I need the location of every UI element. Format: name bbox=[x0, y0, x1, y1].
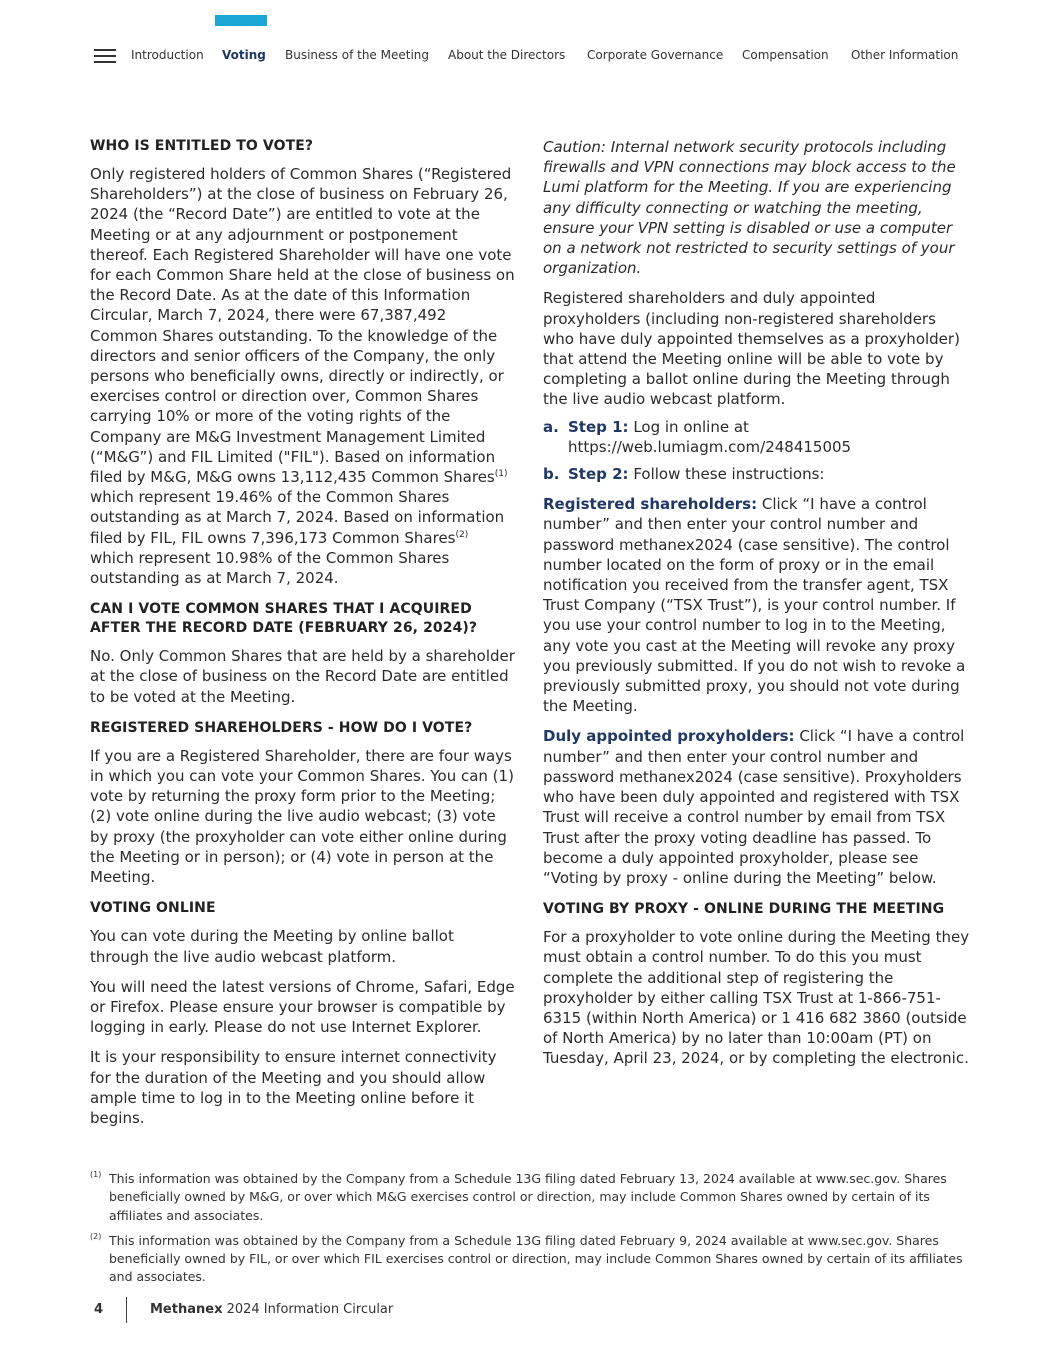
heading-voting-by-proxy-online: VOTING BY PROXY - ONLINE DURING THE MEETING bbox=[543, 901, 945, 918]
company-name: Methanex bbox=[150, 1302, 223, 1317]
step-marker: b. bbox=[543, 465, 560, 484]
step-label: Step 1: bbox=[568, 417, 629, 436]
footnote-marker: (2) bbox=[90, 1231, 102, 1241]
step-1 bbox=[543, 417, 970, 457]
footnote-1 bbox=[90, 1170, 970, 1225]
footer-divider bbox=[126, 1297, 127, 1323]
step-2 bbox=[543, 464, 970, 484]
paragraph-how-do-i-vote: If you are a Registered Shareholder, there are four ways in which you can vote your Common Shares. You can (1) vote by returning the proxy form prior to the Meeting; (2) vote online during the live audio webcast; (3) vote by proxy (the proxyholder can vote either online during the Meeting or in person); or (4) vote in person at the Meeting. bbox=[90, 746, 514, 887]
footnote-marker: (1) bbox=[90, 1170, 102, 1179]
nav-corporate-governance[interactable]: Corporate Governance bbox=[587, 48, 724, 62]
paragraph-registered-and-proxyholders: Registered shareholders and duly appointed proxyholders (including non-registered shareholders who have duly appointed themselves as a proxyholder) that attend the Meeting online will be able to vote by completing a ballot online during the Meeting through the live audio webcast platform. bbox=[543, 289, 960, 409]
entitled-text-part-3: which represent 10.98% of the Common Shares outstanding as at March 7, 2024. bbox=[90, 548, 450, 588]
paragraph-registered-shareholders bbox=[543, 494, 970, 716]
left-column bbox=[90, 137, 515, 1128]
nav-business-of-the-meeting[interactable]: Business of the Meeting bbox=[285, 48, 429, 62]
nav-other-information[interactable]: Other Information bbox=[851, 48, 959, 62]
nav-introduction[interactable]: Introduction bbox=[131, 48, 204, 62]
entitled-text-part-2: which represent 19.46% of the Common Shares outstanding as at March 7, 2024. Based on information filed by FIL, FIL owns 7,396,173 Common Shares bbox=[90, 488, 505, 547]
login-steps bbox=[543, 417, 970, 485]
document-title bbox=[150, 1302, 393, 1317]
paragraph-entitled bbox=[90, 164, 515, 588]
nav-voting[interactable]: Voting bbox=[222, 48, 266, 62]
step-text: Log in online at https://web.lumiagm.com/248415005 bbox=[568, 417, 852, 456]
registered-shareholders-text: Click “I have a control number” and then enter your control number and password methanex2024 (case sensitive). The control number located on the form of proxy or in the email notification you received from the transfer agent, TSX Trust Company (“TSX Trust”), is your control number. If you use your control number to log in to the Meeting, any vote you cast at the Meeting will revoke any proxy you previously submitted. If you do not wish to revoke a previously submitted proxy, you should not vote during the Meeting. bbox=[543, 495, 966, 716]
footnote-text: This information was obtained by the Company from a Schedule 13G filing dated February 9, 2024 available at www.sec.gov. Shares beneficially owned by FIL, or over which FIL exercises control or direction, may include Common Shares owned by certain of its affiliates and associates. bbox=[109, 1232, 963, 1285]
right-column bbox=[543, 137, 970, 1069]
paragraph-duly-appointed-proxyholders bbox=[543, 726, 970, 888]
footnotes bbox=[90, 1170, 970, 1294]
paragraph-voting-online-2: You will need the latest versions of Chrome, Safari, Edge or Firefox. Please ensure your browser is compatible by logging in early. Please do not use Internet Explorer. bbox=[90, 977, 515, 1037]
entitled-text-part-1: Only registered holders of Common Shares (“Registered Shareholders”) at the close of business on February 26, 2024 (the “Record Date”) are entitled to vote at the Meeting or at any adjournment or postponement thereof. Each Registered Shareholder will have one vote for each Common Share held at the close of business on the Record Date. As at the date of this Information Circular, March 7, 2024, there were 67,387,492 Common Shares outstanding. To the knowledge of the directors and senior officers of the Company, the only persons who beneficially owns, directly or indirectly, or exercises control or direction over, Common Shares carrying 10% or more of the voting rights of the Company are M&G Investment Management Limited (“M&G”) and FIL Limited ("FIL"). Based on information filed by M&G, M&G owns 13,112,435 Common Shares bbox=[90, 165, 515, 487]
paragraph-voting-online-1: You can vote during the Meeting by online ballot through the live audio webcast platform. bbox=[90, 927, 454, 966]
active-section-indicator bbox=[215, 15, 267, 26]
footnote-ref-1: (1) bbox=[494, 469, 508, 480]
registered-shareholders-label: Registered shareholders: bbox=[543, 495, 758, 514]
step-text: Follow these instructions: bbox=[628, 465, 825, 484]
heading-acquired-after-record-date: CAN I VOTE COMMON SHARES THAT I ACQUIRED AFTER THE RECORD DATE (FEBRUARY 26, 2024)? bbox=[90, 601, 478, 637]
page-number: 4 bbox=[94, 1302, 104, 1317]
footnote-text: This information was obtained by the Company from a Schedule 13G filing dated February 13, 2024 available at www.sec.gov. Shares beneficially owned by M&G, or over which M&G exercises control or direction, may include Common Shares owned by certain of its affiliates and associates. bbox=[109, 1171, 947, 1223]
paragraph-voting-online-3: It is your responsibility to ensure internet connectivity for the duration of the Meeting and you should allow ample time to log in to the Meeting online before it begins. bbox=[90, 1048, 497, 1127]
step-label: Step 2: bbox=[568, 465, 629, 484]
section-nav bbox=[94, 47, 964, 67]
document-title-text: 2024 Information Circular bbox=[222, 1302, 394, 1317]
menu-icon[interactable] bbox=[94, 49, 116, 63]
duly-appointed-proxyholders-text: Click “I have a control number” and then enter your control number and password methanex2024 (case sensitive). Proxyholders who have been duly appointed and registered with TSX Trust will receive a control number by email from TSX Trust after the proxy voting deadline has passed. To become a duly appointed proxyholder, please see “Voting by proxy - online during the Meeting” below. bbox=[543, 727, 965, 887]
heading-how-do-i-vote: REGISTERED SHAREHOLDERS - HOW DO I VOTE? bbox=[90, 719, 473, 736]
nav-compensation[interactable]: Compensation bbox=[742, 48, 829, 62]
duly-appointed-proxyholders-label: Duly appointed proxyholders: bbox=[543, 727, 795, 746]
footnote-ref-2: (2) bbox=[455, 529, 469, 540]
step-marker: a. bbox=[543, 417, 559, 436]
heading-who-is-entitled: WHO IS ENTITLED TO VOTE? bbox=[90, 138, 314, 154]
paragraph-acquired: No. Only Common Shares that are held by a shareholder at the close of business on the Record Date are entitled to be voted at the Meeting. bbox=[90, 647, 515, 706]
paragraph-voting-by-proxy-online: For a proxyholder to vote online during the Meeting they must obtain a control number. To do this you must complete the additional step of registering the proxyholder by either calling TSX Trust at 1-866-751-6315 (within North America) or 1 416 682 3860 (outside of North America) by no later than 10:00am (PT) on Tuesday, April 23, 2024, or by completing the electronic. bbox=[543, 928, 970, 1068]
caution-note: Caution: Internal network security protocols including firewalls and VPN connections may block access to the Lumi platform for the Meeting. If you are experiencing any difficulty connecting or watching the meeting, ensure your VPN setting is disabled or use a computer on a network not restricted to security settings of your organization. bbox=[543, 138, 956, 278]
footnote-2 bbox=[90, 1232, 970, 1287]
heading-voting-online: VOTING ONLINE bbox=[90, 900, 216, 917]
nav-about-the-directors[interactable]: About the Directors bbox=[448, 48, 566, 62]
